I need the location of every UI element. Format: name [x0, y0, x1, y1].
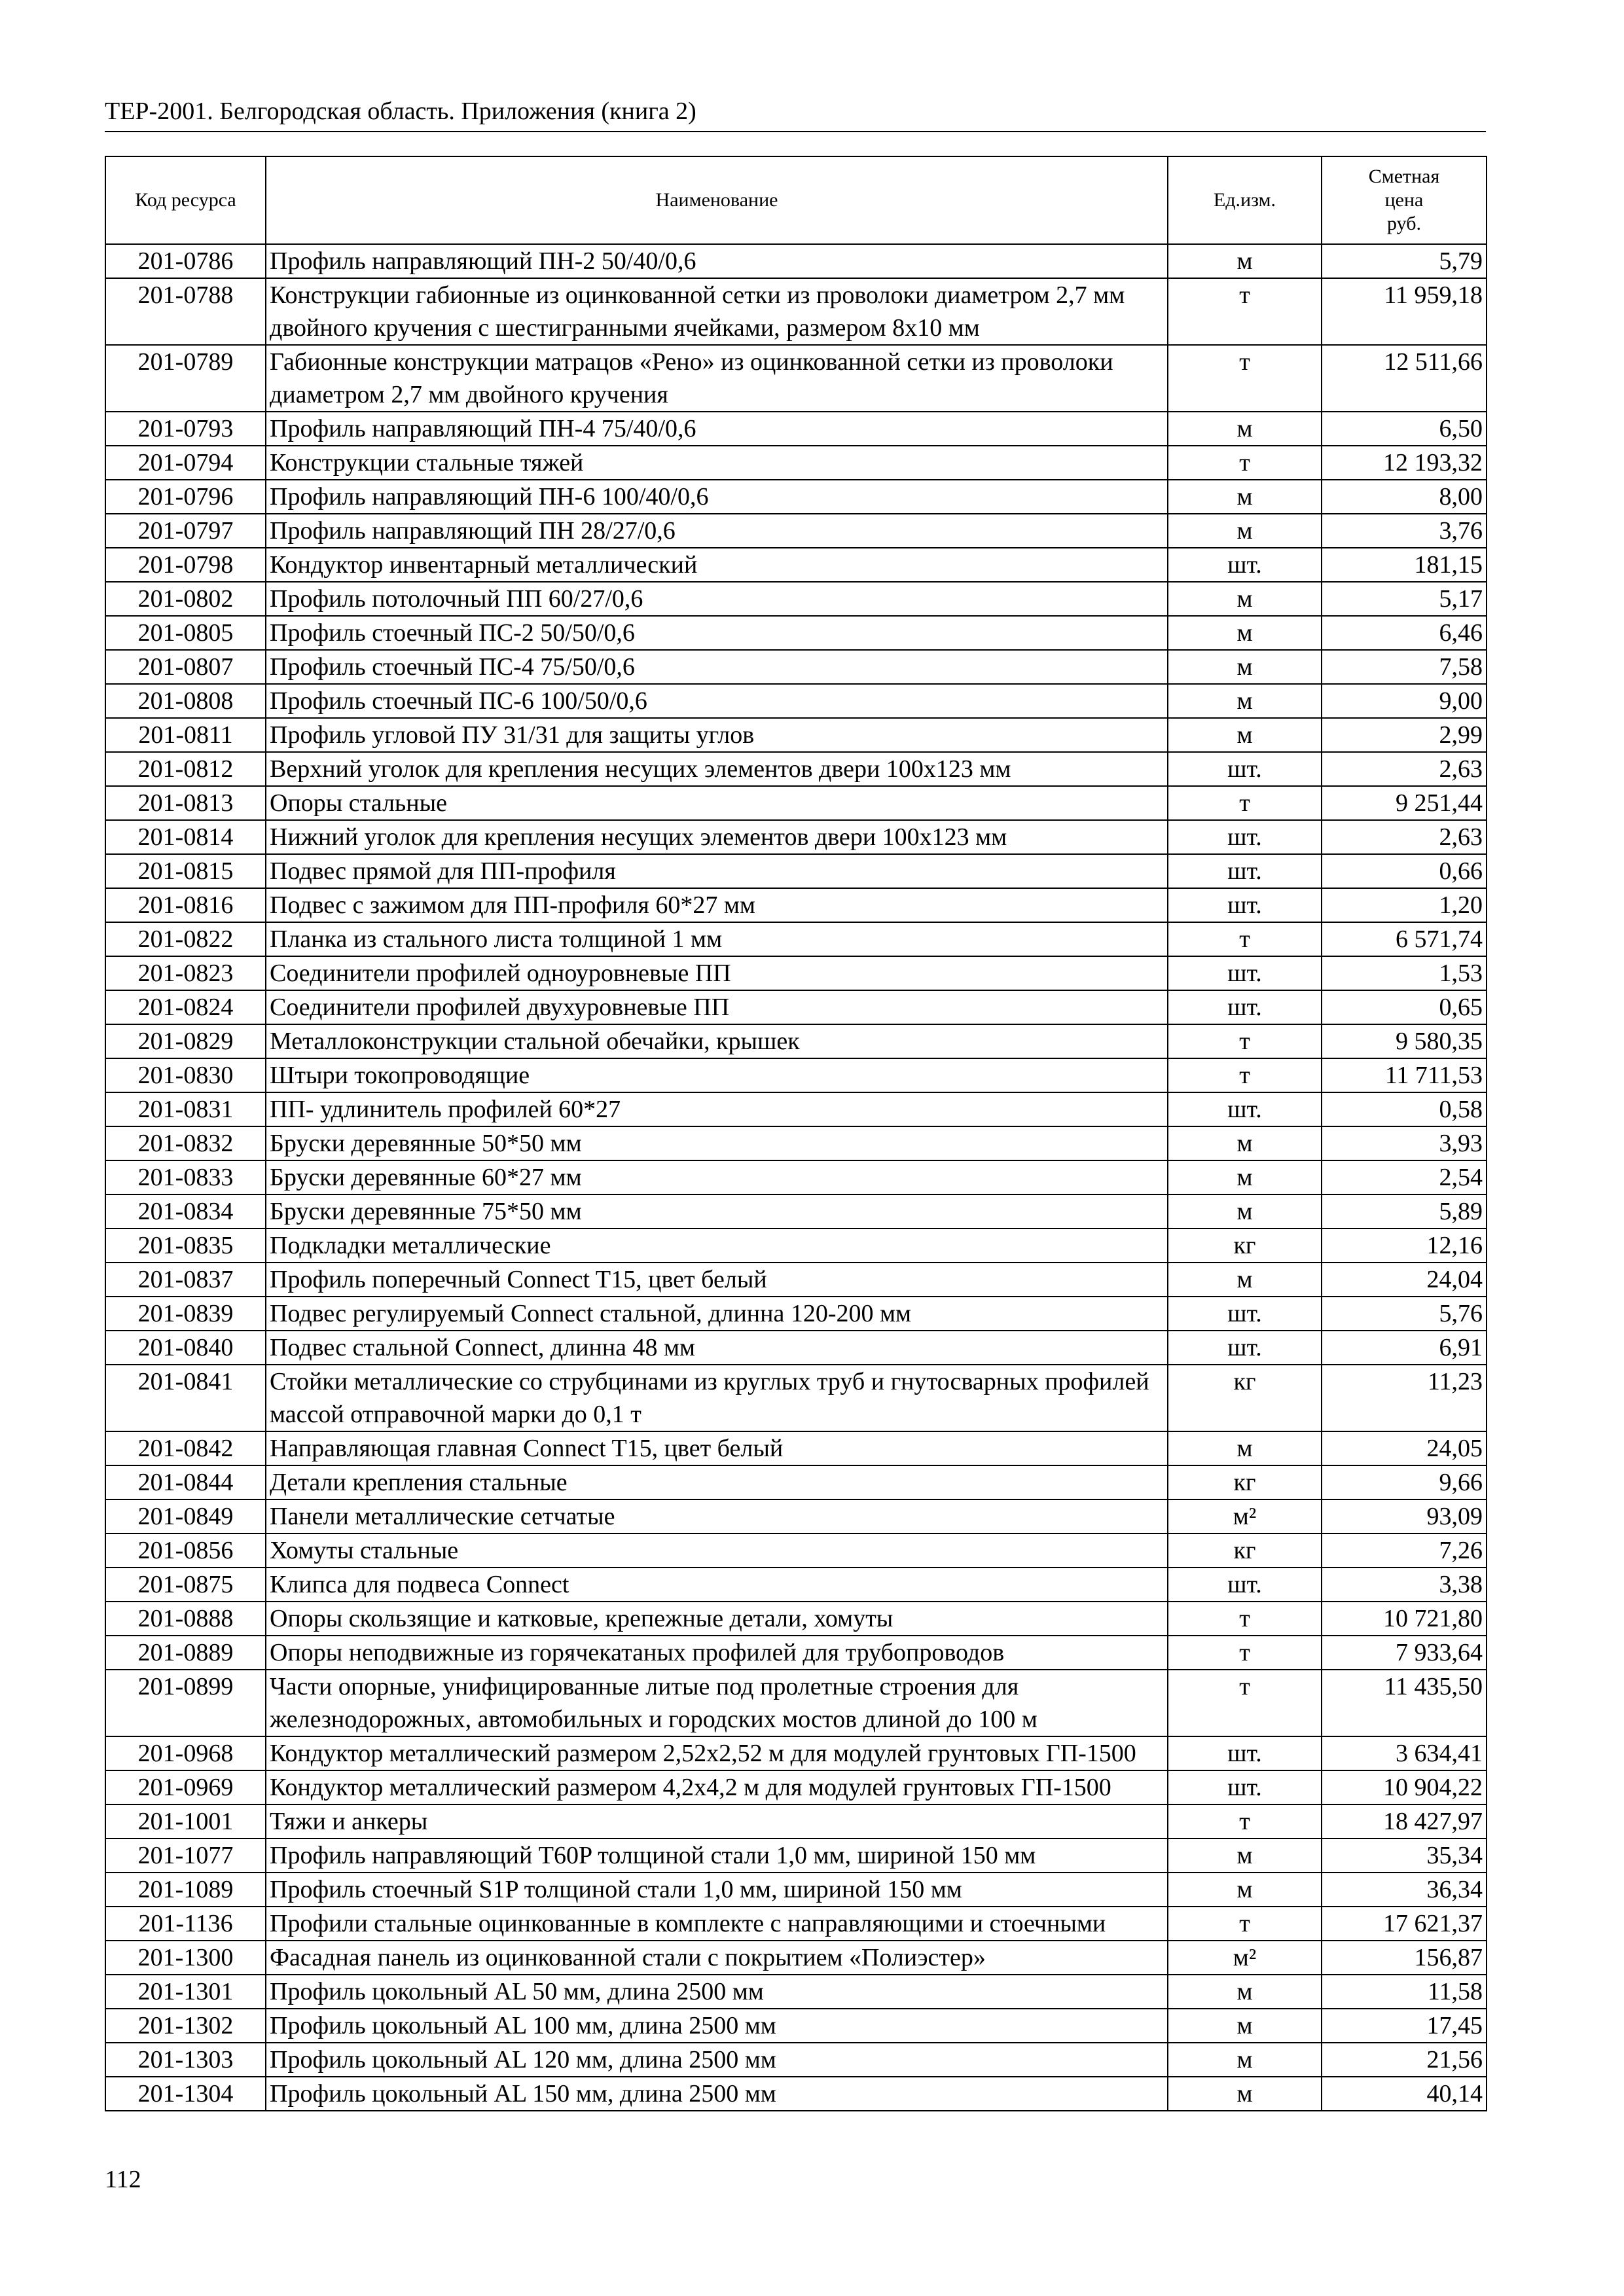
resource-name-cell: Части опорные, унифицированные литые под пролетные строения для железнодорожных, автомобильных и городских мостов длиной до 100 м [266, 1670, 1168, 1736]
unit-cell: м [1168, 412, 1322, 446]
resource-code-cell: 201-0841 [105, 1365, 266, 1431]
resource-name-cell: Панели металлические сетчатые [266, 1499, 1168, 1534]
column-header-price-line2: цена [1384, 189, 1424, 211]
resource-name-cell: Фасадная панель из оцинкованной стали с покрытием «Полиэстер» [266, 1941, 1168, 1975]
price-cell: 5,79 [1322, 244, 1487, 278]
table-row [105, 2043, 1487, 2077]
table-row [105, 446, 1487, 480]
price-cell: 2,99 [1322, 718, 1487, 752]
unit-cell: т [1168, 345, 1322, 412]
table-row [105, 1873, 1487, 1907]
resource-code-cell: 201-1001 [105, 1804, 266, 1839]
resource-code-cell: 201-0829 [105, 1024, 266, 1058]
resource-code-cell: 201-0786 [105, 244, 266, 278]
price-cell: 5,17 [1322, 582, 1487, 616]
table-row [105, 854, 1487, 888]
price-cell: 6,91 [1322, 1331, 1487, 1365]
price-cell: 93,09 [1322, 1499, 1487, 1534]
table-row [105, 548, 1487, 582]
table-row [105, 922, 1487, 956]
price-cell: 0,66 [1322, 854, 1487, 888]
resource-code-cell: 201-0814 [105, 820, 266, 854]
resource-name-cell: Тяжи и анкеры [266, 1804, 1168, 1839]
unit-cell: м [1168, 514, 1322, 548]
resource-code-cell: 201-0794 [105, 446, 266, 480]
table-body [105, 244, 1487, 2111]
resource-code-cell: 201-0797 [105, 514, 266, 548]
unit-cell: кг [1168, 1365, 1322, 1431]
resource-name-cell: Стойки металлические со струбцинами из круглых труб и гнутосварных профилей массой отправочной марки до 0,1 т [266, 1365, 1168, 1431]
price-cell: 11,58 [1322, 1975, 1487, 2009]
table-row [105, 1636, 1487, 1670]
resource-code-cell: 201-0875 [105, 1568, 266, 1602]
table-row [105, 1431, 1487, 1465]
table-row [105, 1499, 1487, 1534]
resource-name-cell: Подвес стальной Connect, длинна 48 мм [266, 1331, 1168, 1365]
resource-name-cell: Опоры неподвижные из горячекатаных профилей для трубопроводов [266, 1636, 1168, 1670]
price-cell: 5,89 [1322, 1194, 1487, 1229]
price-cell: 8,00 [1322, 480, 1487, 514]
table-row [105, 582, 1487, 616]
price-cell: 10 904,22 [1322, 1770, 1487, 1804]
unit-cell: м [1168, 1126, 1322, 1160]
resource-name-cell: Нижний уголок для крепления несущих элементов двери 100x123 мм [266, 820, 1168, 854]
price-cell: 9,00 [1322, 684, 1487, 718]
price-cell: 9,66 [1322, 1465, 1487, 1499]
unit-cell: м [1168, 1263, 1322, 1297]
resource-code-cell: 201-0815 [105, 854, 266, 888]
resource-code-cell: 201-1301 [105, 1975, 266, 2009]
resource-code-cell: 201-0822 [105, 922, 266, 956]
resource-code-cell: 201-1302 [105, 2009, 266, 2043]
unit-cell: м [1168, 616, 1322, 650]
header-divider [105, 131, 1486, 132]
unit-cell: т [1168, 1058, 1322, 1092]
resource-name-cell: Профиль стоечный ПС-6 100/50/0,6 [266, 684, 1168, 718]
resource-name-cell: Профиль потолочный ПП 60/27/0,6 [266, 582, 1168, 616]
price-cell: 17 621,37 [1322, 1907, 1487, 1941]
price-cell: 40,14 [1322, 2077, 1487, 2111]
price-cell: 36,34 [1322, 1873, 1487, 1907]
resource-code-cell: 201-0798 [105, 548, 266, 582]
unit-cell: шт. [1168, 990, 1322, 1024]
resource-code-cell: 201-0813 [105, 786, 266, 820]
table-row [105, 752, 1487, 786]
unit-cell: м [1168, 1975, 1322, 2009]
resource-code-cell: 201-0832 [105, 1126, 266, 1160]
unit-cell: т [1168, 1907, 1322, 1941]
table-row [105, 1941, 1487, 1975]
unit-cell: шт. [1168, 888, 1322, 922]
resource-code-cell: 201-0888 [105, 1602, 266, 1636]
price-cell: 6,46 [1322, 616, 1487, 650]
table-row [105, 345, 1487, 412]
price-cell: 11 435,50 [1322, 1670, 1487, 1736]
unit-cell: м [1168, 718, 1322, 752]
unit-cell: м [1168, 1194, 1322, 1229]
resource-code-cell: 201-0899 [105, 1670, 266, 1736]
unit-cell: шт. [1168, 1331, 1322, 1365]
resource-name-cell: Профиль поперечный Connect T15, цвет белый [266, 1263, 1168, 1297]
price-cell: 0,65 [1322, 990, 1487, 1024]
column-header-unit: Ед.изм. [1168, 156, 1322, 244]
price-cell: 11 711,53 [1322, 1058, 1487, 1092]
resource-code-cell: 201-0811 [105, 718, 266, 752]
table-row [105, 1092, 1487, 1126]
unit-cell: шт. [1168, 1770, 1322, 1804]
table-row [105, 2077, 1487, 2111]
resource-name-cell: Клипса для подвеса Connect [266, 1568, 1168, 1602]
table-row [105, 1126, 1487, 1160]
price-cell: 0,58 [1322, 1092, 1487, 1126]
table-row [105, 278, 1487, 345]
price-cell: 12 193,32 [1322, 446, 1487, 480]
price-cell: 3 634,41 [1322, 1736, 1487, 1770]
resource-code-cell: 201-0969 [105, 1770, 266, 1804]
table-row [105, 412, 1487, 446]
unit-cell: м [1168, 2009, 1322, 2043]
resource-code-cell: 201-1089 [105, 1873, 266, 1907]
resource-name-cell: Конструкции стальные тяжей [266, 446, 1168, 480]
table-header-row [105, 156, 1487, 244]
table-row [105, 956, 1487, 990]
resource-name-cell: Габионные конструкции матрацов «Рено» из оцинкованной сетки из проволоки диаметром 2,7 мм двойного кручения [266, 345, 1168, 412]
price-cell: 18 427,97 [1322, 1804, 1487, 1839]
table-row [105, 650, 1487, 684]
price-cell: 2,63 [1322, 820, 1487, 854]
resource-name-cell: Подвес с зажимом для ПП-профиля 60*27 мм [266, 888, 1168, 922]
table-row [105, 1024, 1487, 1058]
resource-code-cell: 201-0835 [105, 1229, 266, 1263]
resource-name-cell: Подвес регулируемый Connect стальной, длинна 120-200 мм [266, 1297, 1168, 1331]
table-row [105, 1804, 1487, 1839]
resource-name-cell: Профиль цокольный AL 100 мм, длина 2500 мм [266, 2009, 1168, 2043]
price-cell: 17,45 [1322, 2009, 1487, 2043]
table-row [105, 1194, 1487, 1229]
column-header-name: Наименование [266, 156, 1168, 244]
table-row [105, 1602, 1487, 1636]
table-row [105, 1568, 1487, 1602]
table-row [105, 1297, 1487, 1331]
resource-name-cell: ПП- удлинитель профилей 60*27 [266, 1092, 1168, 1126]
resource-name-cell: Кондуктор металлический размером 2,52x2,52 м для модулей грунтовых ГП-1500 [266, 1736, 1168, 1770]
price-cell: 1,53 [1322, 956, 1487, 990]
resource-name-cell: Профиль стоечный S1P толщиной стали 1,0 мм, шириной 150 мм [266, 1873, 1168, 1907]
resource-name-cell: Опоры скользящие и катковые, крепежные детали, хомуты [266, 1602, 1168, 1636]
unit-cell: шт. [1168, 956, 1322, 990]
column-header-price-line1: Сметная [1368, 166, 1440, 187]
resource-name-cell: Опоры стальные [266, 786, 1168, 820]
resource-name-cell: Конструкции габионные из оцинкованной сетки из проволоки диаметром 2,7 мм двойного кручения с шестигранными ячейками, размером 8x10 мм [266, 278, 1168, 345]
unit-cell: м [1168, 650, 1322, 684]
table-row [105, 1770, 1487, 1804]
resource-name-cell: Бруски деревянные 50*50 мм [266, 1126, 1168, 1160]
resource-code-cell: 201-0842 [105, 1431, 266, 1465]
unit-cell: кг [1168, 1534, 1322, 1568]
resource-name-cell: Профиль угловой ПУ 31/31 для защиты углов [266, 718, 1168, 752]
table-row [105, 1736, 1487, 1770]
table-row [105, 1839, 1487, 1873]
resource-name-cell: Соединители профилей одноуровневые ПП [266, 956, 1168, 990]
unit-cell: кг [1168, 1465, 1322, 1499]
column-header-code: Код ресурса [105, 156, 266, 244]
resource-name-cell: Профиль направляющий ПН 28/27/0,6 [266, 514, 1168, 548]
resource-code-cell: 201-0968 [105, 1736, 266, 1770]
resource-name-cell: Профиль направляющий ПН-2 50/40/0,6 [266, 244, 1168, 278]
resource-code-cell: 201-0816 [105, 888, 266, 922]
unit-cell: м [1168, 1839, 1322, 1873]
unit-cell: шт. [1168, 752, 1322, 786]
price-cell: 6 571,74 [1322, 922, 1487, 956]
resource-code-cell: 201-0831 [105, 1092, 266, 1126]
resource-name-cell: Планка из стального листа толщиной 1 мм [266, 922, 1168, 956]
table-row [105, 1975, 1487, 2009]
resource-code-cell: 201-0840 [105, 1331, 266, 1365]
table-row [105, 1670, 1487, 1736]
resource-name-cell: Подвес прямой для ПП-профиля [266, 854, 1168, 888]
unit-cell: т [1168, 922, 1322, 956]
resource-code-cell: 201-1303 [105, 2043, 266, 2077]
resource-code-cell: 201-0793 [105, 412, 266, 446]
resource-code-cell: 201-0802 [105, 582, 266, 616]
unit-cell: шт. [1168, 854, 1322, 888]
price-cell: 9 251,44 [1322, 786, 1487, 820]
unit-cell: т [1168, 786, 1322, 820]
price-cell: 6,50 [1322, 412, 1487, 446]
price-cell: 12 511,66 [1322, 345, 1487, 412]
resource-code-cell: 201-0833 [105, 1160, 266, 1194]
price-cell: 11 959,18 [1322, 278, 1487, 345]
resource-code-cell: 201-1077 [105, 1839, 266, 1873]
page-number: 112 [105, 2166, 141, 2193]
unit-cell: м [1168, 244, 1322, 278]
table-row [105, 888, 1487, 922]
resource-name-cell: Профили стальные оцинкованные в комплекте с направляющими и стоечными [266, 1907, 1168, 1941]
unit-cell: т [1168, 446, 1322, 480]
table-row [105, 244, 1487, 278]
unit-cell: т [1168, 1636, 1322, 1670]
resource-code-cell: 201-0856 [105, 1534, 266, 1568]
resource-code-cell: 201-0834 [105, 1194, 266, 1229]
price-cell: 181,15 [1322, 548, 1487, 582]
price-cell: 35,34 [1322, 1839, 1487, 1873]
resource-code-cell: 201-1300 [105, 1941, 266, 1975]
price-cell: 3,93 [1322, 1126, 1487, 1160]
resource-code-cell: 201-0789 [105, 345, 266, 412]
table-row [105, 1907, 1487, 1941]
unit-cell: м [1168, 480, 1322, 514]
resource-name-cell: Кондуктор инвентарный металлический [266, 548, 1168, 582]
resource-name-cell: Профиль цокольный AL 150 мм, длина 2500 мм [266, 2077, 1168, 2111]
resource-name-cell: Профиль цокольный AL 50 мм, длина 2500 мм [266, 1975, 1168, 2009]
price-cell: 12,16 [1322, 1229, 1487, 1263]
price-cell: 21,56 [1322, 2043, 1487, 2077]
resource-name-cell: Хомуты стальные [266, 1534, 1168, 1568]
unit-cell: м² [1168, 1941, 1322, 1975]
table-row [105, 2009, 1487, 2043]
unit-cell: кг [1168, 1229, 1322, 1263]
table-row [105, 1263, 1487, 1297]
unit-cell: шт. [1168, 1568, 1322, 1602]
resource-name-cell: Направляющая главная Connect T15, цвет белый [266, 1431, 1168, 1465]
resource-code-cell: 201-0807 [105, 650, 266, 684]
resource-name-cell: Профиль направляющий ПН-6 100/40/0,6 [266, 480, 1168, 514]
price-cell: 10 721,80 [1322, 1602, 1487, 1636]
resource-code-cell: 201-0849 [105, 1499, 266, 1534]
resource-name-cell: Профиль стоечный ПС-2 50/50/0,6 [266, 616, 1168, 650]
resource-name-cell: Бруски деревянные 75*50 мм [266, 1194, 1168, 1229]
resource-code-cell: 201-0889 [105, 1636, 266, 1670]
table-row [105, 1534, 1487, 1568]
unit-cell: шт. [1168, 548, 1322, 582]
table-row [105, 1465, 1487, 1499]
resource-code-cell: 201-0830 [105, 1058, 266, 1092]
resource-table [105, 156, 1487, 2111]
resource-name-cell: Верхний уголок для крепления несущих элементов двери 100x123 мм [266, 752, 1168, 786]
resource-code-cell: 201-0788 [105, 278, 266, 345]
unit-cell: т [1168, 1024, 1322, 1058]
resource-code-cell: 201-0823 [105, 956, 266, 990]
unit-cell: м [1168, 1160, 1322, 1194]
unit-cell: м [1168, 1873, 1322, 1907]
resource-code-cell: 201-0808 [105, 684, 266, 718]
resource-name-cell: Детали крепления стальные [266, 1465, 1168, 1499]
resource-code-cell: 201-0805 [105, 616, 266, 650]
price-cell: 24,04 [1322, 1263, 1487, 1297]
price-cell: 3,76 [1322, 514, 1487, 548]
unit-cell: м [1168, 2043, 1322, 2077]
unit-cell: т [1168, 1804, 1322, 1839]
unit-cell: т [1168, 1670, 1322, 1736]
table-row [105, 820, 1487, 854]
unit-cell: т [1168, 1602, 1322, 1636]
resource-code-cell: 201-1136 [105, 1907, 266, 1941]
table-row [105, 990, 1487, 1024]
resource-name-cell: Профиль цокольный AL 120 мм, длина 2500 мм [266, 2043, 1168, 2077]
price-cell: 3,38 [1322, 1568, 1487, 1602]
table-row [105, 1160, 1487, 1194]
table-row [105, 616, 1487, 650]
unit-cell: т [1168, 278, 1322, 345]
resource-name-cell: Профиль стоечный ПС-4 75/50/0,6 [266, 650, 1168, 684]
price-cell: 1,20 [1322, 888, 1487, 922]
price-cell: 9 580,35 [1322, 1024, 1487, 1058]
resource-name-cell: Профиль направляющий T60P толщиной стали 1,0 мм, шириной 150 мм [266, 1839, 1168, 1873]
unit-cell: шт. [1168, 820, 1322, 854]
unit-cell: шт. [1168, 1297, 1322, 1331]
price-cell: 5,76 [1322, 1297, 1487, 1331]
resource-name-cell: Штыри токопроводящие [266, 1058, 1168, 1092]
price-cell: 24,05 [1322, 1431, 1487, 1465]
price-cell: 2,54 [1322, 1160, 1487, 1194]
unit-cell: шт. [1168, 1736, 1322, 1770]
price-cell: 156,87 [1322, 1941, 1487, 1975]
resource-name-cell: Подкладки металлические [266, 1229, 1168, 1263]
resource-code-cell: 201-0796 [105, 480, 266, 514]
resource-code-cell: 201-0824 [105, 990, 266, 1024]
table-row [105, 786, 1487, 820]
column-header-price [1322, 156, 1487, 244]
price-cell: 2,63 [1322, 752, 1487, 786]
resource-code-cell: 201-0844 [105, 1465, 266, 1499]
resource-code-cell: 201-0812 [105, 752, 266, 786]
unit-cell: м [1168, 684, 1322, 718]
unit-cell: шт. [1168, 1092, 1322, 1126]
unit-cell: м [1168, 2077, 1322, 2111]
resource-name-cell: Металлоконструкции стальной обечайки, крышек [266, 1024, 1168, 1058]
table-row [105, 1365, 1487, 1431]
resource-code-cell: 201-1304 [105, 2077, 266, 2111]
price-cell: 7,26 [1322, 1534, 1487, 1568]
table-row [105, 514, 1487, 548]
resource-code-cell: 201-0837 [105, 1263, 266, 1297]
unit-cell: м [1168, 582, 1322, 616]
unit-cell: м² [1168, 1499, 1322, 1534]
unit-cell: м [1168, 1431, 1322, 1465]
resource-name-cell: Кондуктор металлический размером 4,2x4,2 м для модулей грунтовых ГП-1500 [266, 1770, 1168, 1804]
column-header-price-line3: руб. [1387, 213, 1421, 234]
table-row [105, 1058, 1487, 1092]
price-cell: 7 933,64 [1322, 1636, 1487, 1670]
resource-code-cell: 201-0839 [105, 1297, 266, 1331]
table-row [105, 1331, 1487, 1365]
table-row [105, 684, 1487, 718]
page-header: ТЕР-2001. Белгородская область. Приложения (книга 2) [105, 98, 696, 125]
price-cell: 7,58 [1322, 650, 1487, 684]
resource-name-cell: Профиль направляющий ПН-4 75/40/0,6 [266, 412, 1168, 446]
table-row [105, 718, 1487, 752]
resource-name-cell: Бруски деревянные 60*27 мм [266, 1160, 1168, 1194]
price-cell: 11,23 [1322, 1365, 1487, 1431]
table-row [105, 480, 1487, 514]
table-row [105, 1229, 1487, 1263]
resource-name-cell: Соединители профилей двухуровневые ПП [266, 990, 1168, 1024]
